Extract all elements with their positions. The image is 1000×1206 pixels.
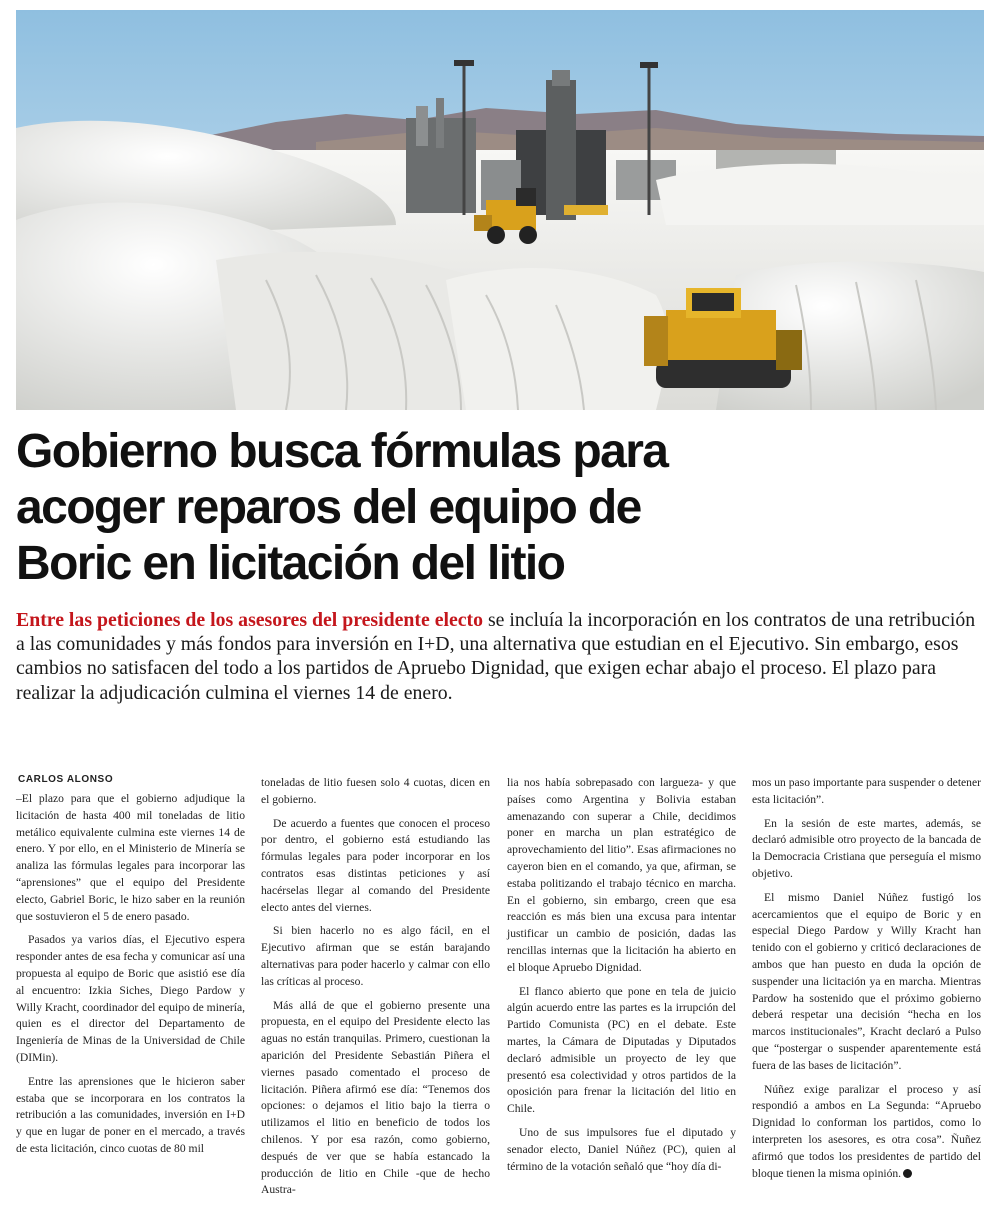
headline-line-3: Boric en licitación del litio bbox=[16, 537, 565, 590]
body-column-1 bbox=[16, 791, 245, 1165]
body-column-4 bbox=[752, 775, 981, 1189]
body-paragraph bbox=[752, 1082, 981, 1183]
body-column-3 bbox=[507, 775, 736, 1182]
body-paragraph: –El plazo para que el gobierno adjudique la licitación de hasta 400 mil toneladas de litio metálico equivalente culmina este viernes 14 de enero. Y por ello, en el Ministerio de Minería se analiza las fórmulas legales para incorporar las “aprensiones” que el equipo del Presidente electo, Gabriel Boric, le hizo saber en la reunión que sostuvieron el 5 de enero pasado. bbox=[16, 792, 245, 923]
body-final-text: Núñez exige paralizar el proceso y así respondió a ambos en La Segunda: “Apruebo Dignidad lo conforman los partidos, como lo interpreten los asesores, es otra cosa”. Ñuñez afirmó que todos los presidentes de partido del bloque tienen la misma opinión. bbox=[752, 1082, 981, 1180]
body-paragraph: Entre las aprensiones que le hicieron saber estaba que se incorporara en los contratos la retribución a las comunidades, inversión en I+D y que en lugar de poner en el mercado, a través de esta licitación, cinco cuotas de 80 mil bbox=[16, 1074, 245, 1155]
body-column-2 bbox=[261, 775, 490, 1206]
body-paragraph: Pasados ya varios días, el Ejecutivo espera responder antes de esa fecha y comunicar así una propuesta al equipo de Boric que asistió ese día al encuentro: Izkia Siches, Diego Pardow y Willy Kracht, coordinador del equipo de minería, quien es el director del Departamento de Ingeniería de Minas de la Universidad de Chile (DIMin). bbox=[16, 933, 245, 1064]
end-mark-icon: P bbox=[903, 1169, 912, 1178]
body-paragraph: Uno de sus impulsores fue el diputado y senador electo, Daniel Núñez (PC), quien al término de la votación señaló que “hoy día di- bbox=[507, 1125, 736, 1173]
body-paragraph: lia nos había sobrepasado con largueza- y que países como Argentina y Bolivia estaban amenazando con superar a Chile, decidimos poner en marcha un plan estratégico de aprovechamiento del litio”. Esas afirmaciones no cayeron bien en el comando, ya que, afirman, se estaba politizando el trabajo técnico en marcha. En el gobierno, sin embargo, creen que esa reacción es más bien una excusa para intentar justificar un cambio de posición, dadas las rencillas internas que la licitación ha abierto en el bloque Apruebo Dignidad. bbox=[507, 776, 736, 974]
lead-text: se incluía la incorporación en los contratos de una retribución a las comunidades y más fondos para inversión en I+D, una alternativa que estudian en el Ejecutivo. Sin embargo, esos cambios no satisfacen del todo a los partidos de Apruebo Dignidad, que exigen echar abajo el proceso. El plazo para realizar la adjudicación culmina el viernes 14 de enero. bbox=[16, 609, 976, 704]
headline-line-2: acoger reparos del equipo de bbox=[16, 481, 641, 534]
body-paragraph: De acuerdo a fuentes que conocen el proceso por dentro, el gobierno está estudiando las fórmulas legales para poder incorporar en los contratos esas distintas peticiones y así hacérselas llegar al comando del Presidente electo antes del viernes. bbox=[261, 816, 490, 914]
body-paragraph: El flanco abierto que pone en tela de juicio algún acuerdo entre las partes es la irrupción del Partido Comunista (PC) en el debate. Este martes, la Cámara de Diputadas y Diputados declaró admisible un proyecto de ley que presentó esa colectividad y otros partidos de la oposición para frenar la licitación del litio en Chile. bbox=[507, 984, 736, 1116]
headline-line-1: Gobierno busca fórmulas para bbox=[16, 425, 668, 478]
body-paragraph: toneladas de litio fuesen solo 4 cuotas, dicen en el gobierno. bbox=[261, 776, 490, 806]
byline: CARLOS ALONSO bbox=[18, 774, 114, 785]
lithium-plant-photo bbox=[16, 10, 984, 410]
lead-paragraph bbox=[16, 608, 984, 705]
photo-illustration bbox=[16, 10, 984, 410]
headline bbox=[16, 424, 976, 592]
body-paragraph: Si bien hacerlo no es algo fácil, en el Ejecutivo afirman que se están barajando alternativas para poder hacerlo y calmar con ello las críticas al proceso. bbox=[261, 924, 490, 988]
body-paragraph: Más allá de que el gobierno presente una propuesta, en el equipo del Presidente electo las aguas no están tranquilas. Primero, cuestionan la aparición del Presidente Sebastián Piñera el viernes pasado comentado el proceso de licitación. Piñera afirmó ese día: “Tenemos dos opciones: o dejamos el litio bajo la tierra o utilizamos el litio en beneficio de todos los chilenos. Y por esa razón, como gobierno, después de ver que se había estancado la producción de litio en Chile -que de hecho Austra- bbox=[261, 998, 490, 1197]
body-paragraph: El mismo Daniel Núñez fustigó los acercamientos que el equipo de Boric y en especial Diego Pardow y Willy Kracht han tenido con el gobierno y criticó declaraciones de ambos que han puesto en duda la opción de suspender una licitación ya en marcha. Mientras Pardow ha sostenido que el próximo gobierno deberá respetar una decisión “hecha en los marcos institucionales”, Kracht declaró a Pulso que “postergar o suspender aparentemente está fuera de las bases de licitación”. bbox=[752, 890, 981, 1072]
body-paragraph: mos un paso importante para suspender o detener esta licitación”. bbox=[752, 776, 981, 806]
body-paragraph: En la sesión de este martes, además, se declaró admisible otro proyecto de la bancada de la Democracia Cristiana que perseguía el mismo objetivo. bbox=[752, 816, 981, 880]
lead-highlight: Entre las peticiones de los asesores del presidente electo bbox=[16, 609, 484, 631]
